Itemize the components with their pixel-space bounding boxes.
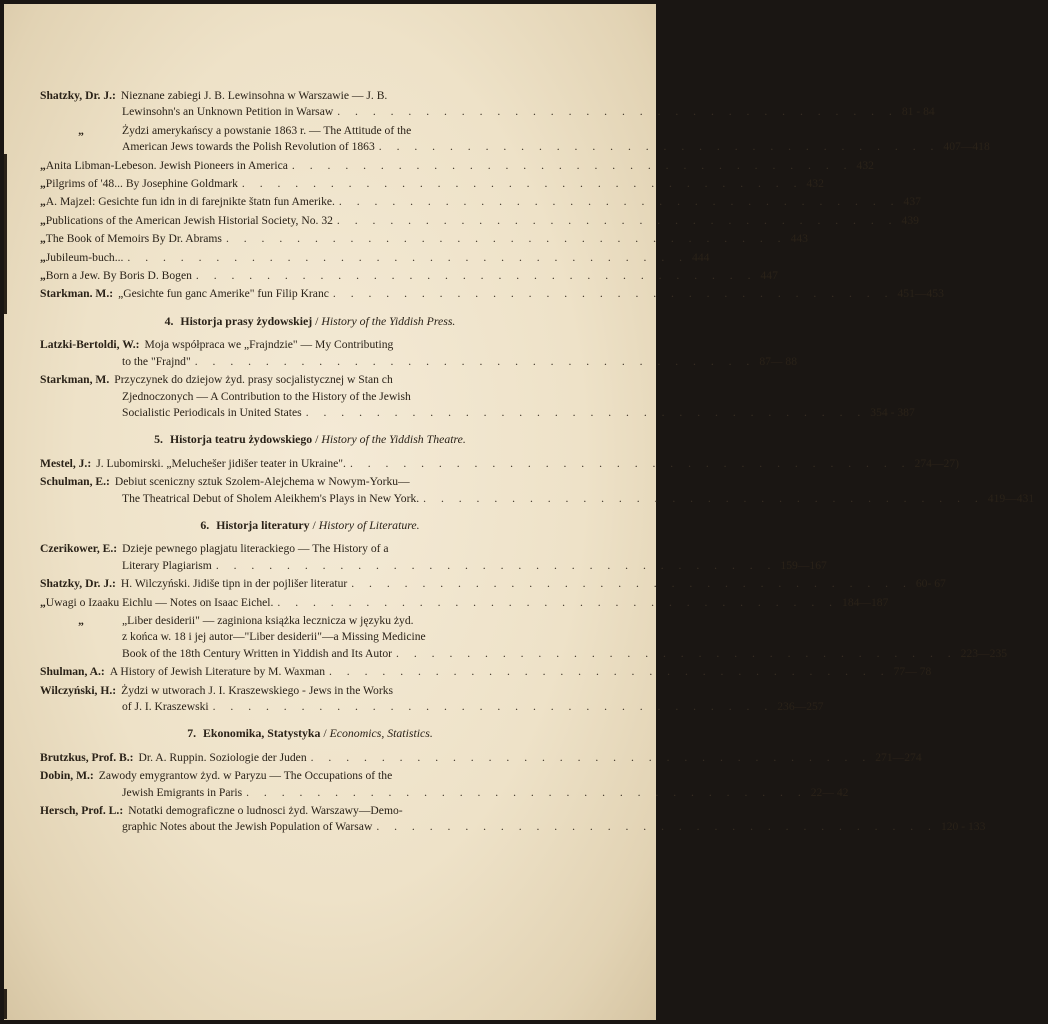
bibliography-entry <box>40 250 710 266</box>
entry-line <box>40 213 919 229</box>
entry-title: Born a Jew. By Boris D. Bogen <box>45 269 192 283</box>
entry-line <box>40 231 808 247</box>
entry-line <box>40 286 944 302</box>
bibliography-entry <box>40 683 824 716</box>
dot-leader: . . . . . . . . . . . . . . . . . . . . . . . . . . . . . . . . <box>349 456 911 470</box>
bibliography-entry <box>40 803 986 836</box>
dot-leader: . . . . . . . . . . . . . . . . . . . . . . . . . . . . . . . . <box>338 195 900 209</box>
entry-title: Debiut sceniczny sztuk Szolem-Alejchema w Nowym-Yorku— <box>114 475 410 489</box>
entry-author: Shatzky, Dr. J.: <box>40 577 116 591</box>
entry-author: „ <box>40 158 46 172</box>
dot-leader: . . . . . . . . . . . . . . . . . . . . . . . . . . . . . . . . <box>195 269 757 283</box>
page-edge-shadow <box>4 989 7 1019</box>
entry-author: Mestel, J.: <box>40 456 92 470</box>
entry-title: A History of Jewish Literature by M. Waxman <box>109 665 325 679</box>
entry-title: Zawody emygrantow żyd. w Paryzu — The Occupations of the <box>98 769 393 783</box>
entry-title: Publications of the American Jewish Historial Society, No. 32 <box>45 213 333 227</box>
dot-leader: . . . . . . . . . . . . . . . . . . . . . . . . . . . . . . . . <box>423 491 984 505</box>
entry-title: American Jews towards the Polish Revolution of 1863 <box>122 140 375 154</box>
dot-leader: . . . . . . . . . . . . . . . . . . . . . . . . . . . . . . . . <box>336 213 898 227</box>
entry-title: Lewinsohn's an Unknown Petition in Warsaw <box>122 105 334 119</box>
entry-author: Dobin, M.: <box>40 769 94 783</box>
entry-pages: 439 <box>901 213 919 227</box>
bibliography-entry <box>40 541 827 574</box>
entry-pages: 437 <box>903 195 921 209</box>
entry-line <box>40 139 990 155</box>
bibliography-entry <box>40 337 798 370</box>
entry-title: Dzieje pewnego plagjatu literackiego — The History of a <box>122 542 389 556</box>
entry-title: The Book of Memoirs By Dr. Abrams <box>45 232 222 246</box>
entry-author: Brutzkus, Prof. B.: <box>40 750 134 764</box>
entry-line <box>40 558 827 574</box>
bibliography-entry <box>40 88 935 121</box>
entry-title: Book of the 18th Century Written in Yiddish and Its Autor <box>122 646 393 660</box>
bibliography-entry <box>40 595 889 611</box>
entry-title: Uwagi o Izaaku Eichlu — Notes on Isaac Eichel. <box>45 595 274 609</box>
entry-title: Przyczynek do dziejow żyd. prasy socjalistycznej w Stan ch <box>114 373 393 387</box>
entry-title: „Gesichte fun ganc Amerike" fun Filip Kranc <box>118 287 329 301</box>
entry-line <box>40 750 922 766</box>
entry-author: „ <box>40 195 46 209</box>
dot-leader: . . . . . . . . . . . . . . . . . . . . . . . . . . . . . . . . <box>396 646 957 660</box>
entry-line <box>40 456 959 472</box>
entry-line <box>40 337 580 353</box>
entry-line <box>40 104 935 120</box>
entry-line <box>40 541 580 557</box>
entry-line <box>40 629 580 645</box>
entry-line <box>40 646 1008 662</box>
entry-line <box>40 613 580 629</box>
dot-leader: . . . . . . . . . . . . . . . . . . . . . . . . . . . . . . . . <box>351 577 912 591</box>
entry-list-press <box>40 337 915 421</box>
entry-line <box>40 474 580 490</box>
entry-line <box>40 389 580 405</box>
bibliography-entry <box>40 613 1008 662</box>
entry-title: Socialistic Periodicals in United States <box>122 405 302 419</box>
entry-title: Pilgrims of '48... By Josephine Goldmark <box>45 177 238 191</box>
entry-pages: 274—27) <box>914 456 959 470</box>
entry-pages: 159—167 <box>780 558 827 572</box>
entry-line <box>40 595 889 611</box>
entry-line <box>40 250 710 266</box>
bibliography-entry <box>40 456 959 472</box>
bibliography-entry <box>40 213 919 229</box>
entry-line <box>40 372 580 388</box>
entry-author: Czerikower, E.: <box>40 542 118 556</box>
entry-title: z końca w. 18 i jej autor—"Liber desiderii"—a Missing Medicine <box>122 630 426 644</box>
entry-title: Dr. A. Ruppin. Soziologie der Juden <box>138 750 307 764</box>
entry-title: Zjednoczonych — A Contribution to the History of the Jewish <box>122 389 411 403</box>
entry-author: Shulman, A.: <box>40 665 105 679</box>
entry-line <box>40 194 921 210</box>
entry-title: Żydzi amerykańscy a powstanie 1863 r. — The Attitude of the <box>122 123 412 137</box>
bibliography-entry <box>40 286 944 302</box>
bibliography-entry <box>40 474 1035 507</box>
entry-title: Nieznane zabiegi J. B. Lewinsohna w Warszawie — J. B. <box>120 89 388 102</box>
entry-author: Wilczyński, H.: <box>40 683 117 697</box>
dot-leader: . . . . . . . . . . . . . . . . . . . . . . . . . . . . . . . . <box>212 700 774 713</box>
entry-title: J. Lubomirski. „Meluchešer jidišer teater in Ukraine". <box>96 456 346 470</box>
entry-title: Anita Libman-Lebeson. Jewish Pioneers in America <box>45 158 288 172</box>
dot-leader: . . . . . . . . . . . . . . . . . . . . . . . . . . . . . . . . <box>127 250 689 264</box>
entry-line <box>40 158 874 174</box>
entry-author: „ <box>40 177 46 191</box>
entry-pages: 444 <box>692 250 710 264</box>
entry-title: of J. I. Kraszewski <box>122 700 209 713</box>
entry-line <box>40 88 580 104</box>
bibliography-entry <box>40 176 824 192</box>
entry-line <box>40 785 849 801</box>
entry-author: Hersch, Prof. L.: <box>40 804 124 818</box>
entry-pages: 432 <box>856 158 874 172</box>
entry-pages: 60- 67 <box>915 577 946 591</box>
entry-title: A. Majzel: Gesichte fun idn in di farejnikte štatn fun Amerike. <box>45 195 335 209</box>
entry-pages: 443 <box>790 232 808 246</box>
bibliography-entry <box>40 372 915 421</box>
entry-line <box>40 176 824 192</box>
bibliography-entry <box>40 231 808 247</box>
entry-pages: 236—257 <box>777 700 824 713</box>
entry-author: „ <box>40 213 46 227</box>
entry-author: „ <box>40 595 46 609</box>
entry-list-theatre <box>40 456 1035 507</box>
bibliography-content <box>40 88 1035 838</box>
entry-title: The Theatrical Debut of Sholem Aleikhem's Plays in New York. <box>122 491 420 505</box>
entry-author: Starkman. M.: <box>40 287 114 301</box>
entry-line <box>40 268 778 284</box>
section-heading-5: 5. Historja teatru żydowskiego / History of the Yiddish Theatre. <box>154 432 466 447</box>
section-heading-6: 6. Historja literatury / History of Literature. <box>200 517 420 532</box>
bibliography-entry <box>40 158 874 174</box>
dot-leader: . . . . . . . . . . . . . . . . . . . . . . . . . . . . . . . . <box>378 140 940 154</box>
entry-line <box>40 699 824 715</box>
entry-pages: 87— 88 <box>759 354 798 368</box>
dot-leader: . . . . . . . . . . . . . . . . . . . . . . . . . . . . . . . . <box>332 287 894 301</box>
entry-line <box>40 491 1035 507</box>
entry-pages: 419—431 <box>987 491 1035 505</box>
bibliography-entry <box>40 123 990 156</box>
entry-line <box>40 768 580 784</box>
dot-leader: . . . . . . . . . . . . . . . . . . . . . . . . . . . . . . . . <box>305 405 867 419</box>
entry-title: „Liber desiderii" — zaginiona książka lecznicza w języku żyd. <box>122 613 414 627</box>
document-page <box>4 4 1035 1020</box>
entry-pages: 184—187 <box>842 595 889 609</box>
bibliography-entry <box>40 768 849 801</box>
dot-leader: . . . . . . . . . . . . . . . . . . . . . . . . . . . . . . . . <box>291 158 853 172</box>
dot-leader: . . . . . . . . . . . . . . . . . . . . . . . . . . . . . . . . <box>277 595 839 609</box>
entry-pages: 77— 78 <box>893 665 932 679</box>
bibliography-entry <box>40 576 946 592</box>
dot-leader: . . . . . . . . . . . . . . . . . . . . . . . . . . . . . . . . <box>310 750 872 764</box>
entry-title: Jewish Emigrants in Paris <box>122 785 243 799</box>
entry-pages: 354 - 387 <box>870 405 915 419</box>
entry-pages: 120 - 133 <box>940 820 986 834</box>
entry-pages: 271—274 <box>875 750 922 764</box>
entry-pages: 223—235 <box>960 646 1008 660</box>
entry-list-intro <box>40 88 990 303</box>
entry-author: Latzki-Bertoldi, W.: <box>40 338 140 352</box>
entry-pages: 22— 42 <box>810 785 849 799</box>
entry-line <box>40 354 798 370</box>
entry-author: „ <box>78 613 84 627</box>
entry-line <box>40 819 986 835</box>
dot-leader: . . . . . . . . . . . . . . . . . . . . . . . . . . . . . . . . <box>225 232 787 246</box>
dot-leader: . . . . . . . . . . . . . . . . . . . . . . . . . . . . . . . . <box>337 105 898 119</box>
bibliography-entry <box>40 664 932 680</box>
entry-line <box>40 123 580 139</box>
entry-line <box>40 576 946 592</box>
dot-leader: . . . . . . . . . . . . . . . . . . . . . . . . . . . . . . . . <box>376 820 937 834</box>
entry-line <box>40 683 580 699</box>
bibliography-entry <box>40 750 922 766</box>
entry-pages: 432 <box>806 177 824 191</box>
entry-title: Moja współpraca we „Frajndzie" — My Contributing <box>144 338 394 352</box>
entry-author: „ <box>40 269 46 283</box>
entry-title: graphic Notes about the Jewish Population of Warsaw <box>122 820 373 834</box>
dot-leader: . . . . . . . . . . . . . . . . . . . . . . . . . . . . . . . . <box>215 558 777 572</box>
entry-author: Shatzky, Dr. J.: <box>40 89 116 102</box>
entry-list-economics <box>40 750 986 836</box>
entry-pages: 81 - 84 <box>901 105 935 119</box>
entry-author: Starkman, M. <box>40 373 110 387</box>
entry-line <box>40 664 932 680</box>
bibliography-entry <box>40 194 921 210</box>
page-edge-shadow <box>4 154 7 314</box>
entry-author: „ <box>40 250 46 264</box>
dot-leader: . . . . . . . . . . . . . . . . . . . . . . . . . . . . . . . . <box>246 785 807 799</box>
entry-line <box>40 803 580 819</box>
entry-pages: 451—453 <box>897 287 944 301</box>
entry-title: Notatki demograficzne o ludnosci żyd. Warszawy—Demo- <box>128 804 403 818</box>
section-heading-4: 4. Historja prasy żydowskiej / History of the Yiddish Press. <box>164 313 456 328</box>
entry-title: Jubileum-buch... <box>45 250 124 264</box>
bibliography-entry <box>40 268 778 284</box>
dot-leader: . . . . . . . . . . . . . . . . . . . . . . . . . . . . . . . . <box>194 354 756 368</box>
section-heading-7: 7. Ekonomika, Statystyka / Economics, Statistics. <box>187 726 433 741</box>
entry-author: „ <box>40 232 46 246</box>
entry-pages: 447 <box>760 269 778 283</box>
dot-leader: . . . . . . . . . . . . . . . . . . . . . . . . . . . . . . . . <box>329 665 890 679</box>
entry-author: „ <box>78 123 84 137</box>
entry-title: to the "Frajnd" <box>122 354 191 368</box>
entry-list-literature <box>40 541 1008 715</box>
entry-line <box>40 405 915 421</box>
entry-title: H. Wilczyński. Jidiše tipn in der pojlišer literatur <box>120 577 348 591</box>
entry-author: Schulman, E.: <box>40 475 110 489</box>
entry-title: Literary Plagiarism <box>122 558 212 572</box>
entry-pages: 407—418 <box>943 140 990 154</box>
entry-title: Żydzi w utworach J. I. Kraszewskiego - Jews in the Works <box>121 683 394 697</box>
dot-leader: . . . . . . . . . . . . . . . . . . . . . . . . . . . . . . . . <box>241 177 803 191</box>
